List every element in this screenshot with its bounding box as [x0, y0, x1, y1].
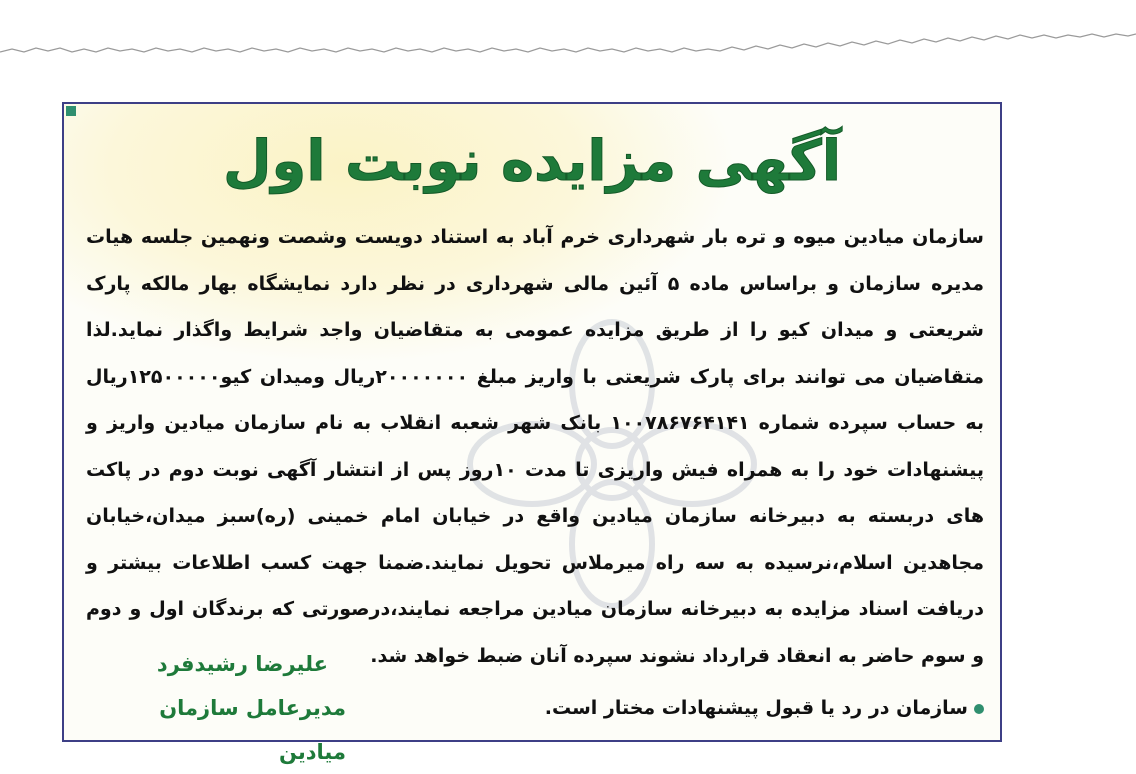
signature-block: [86, 642, 346, 774]
auction-notice: [62, 102, 1002, 764]
signature-title: مدیرعامل سازمان میادین: [159, 696, 346, 764]
corner-square-icon: [66, 106, 76, 116]
footer-note-text: سازمان در رد یا قبول پیشنهادات مختار است.: [544, 697, 968, 719]
signature-name: علیرضا رشیدفرد: [156, 652, 328, 676]
notice-body: سازمان میادین میوه و تره بار شهرداری خرم آباد به استناد دویست وشصت ونهمین جلسه هیات مدیره سازمان و براساس ماده ۵ آئین مالی شهرداری در نظر دارد نمایشگاه بهار مالکه پارک شریعتی و میدان کیو را از طریق مزایده عمومی به متقاضیان واجد شرایط واگذار نماید.لذا متقاضیان می توانند برای پارک شریعتی با واریز مبلغ ۲۰۰۰۰۰۰۰ریال ومیدان کیو۱۲۵۰۰۰۰۰ریال به حساب سپرده شماره ۱۰۰۷۸۶۷۶۴۱۴۱ بانک شهر شعبه انقلاب به نام سازمان میادین واریز و پیشنهادات خود را به همراه فیش واریزی تا مدت ۱۰روز پس از انتشار آگهی نوبت دوم در پاکت های دربسته به دبیرخانه سازمان میادین واقع در خیابان امام خمینی (ره)سبز میدان،خیابان مجاهدین اسلام،نرسیده به سه راه میرملاس تحویل نمایند.ضمنا جهت کسب اطلاعات بیشتر و دریافت اسناد مزایده به دبیرخانه سازمان میادین مراجعه نمایند،درصورتی که برندگان اول و دوم و سوم حاضر به انعقاد قرارداد نشوند سپرده آنان ضبط خواهد شد.: [86, 226, 984, 667]
bullet-dot-icon: [974, 704, 984, 714]
torn-paper-edge: [0, 0, 1136, 60]
footer-note: [545, 686, 984, 730]
notice-title: آگهی مزایده نوبت اول: [222, 129, 842, 194]
